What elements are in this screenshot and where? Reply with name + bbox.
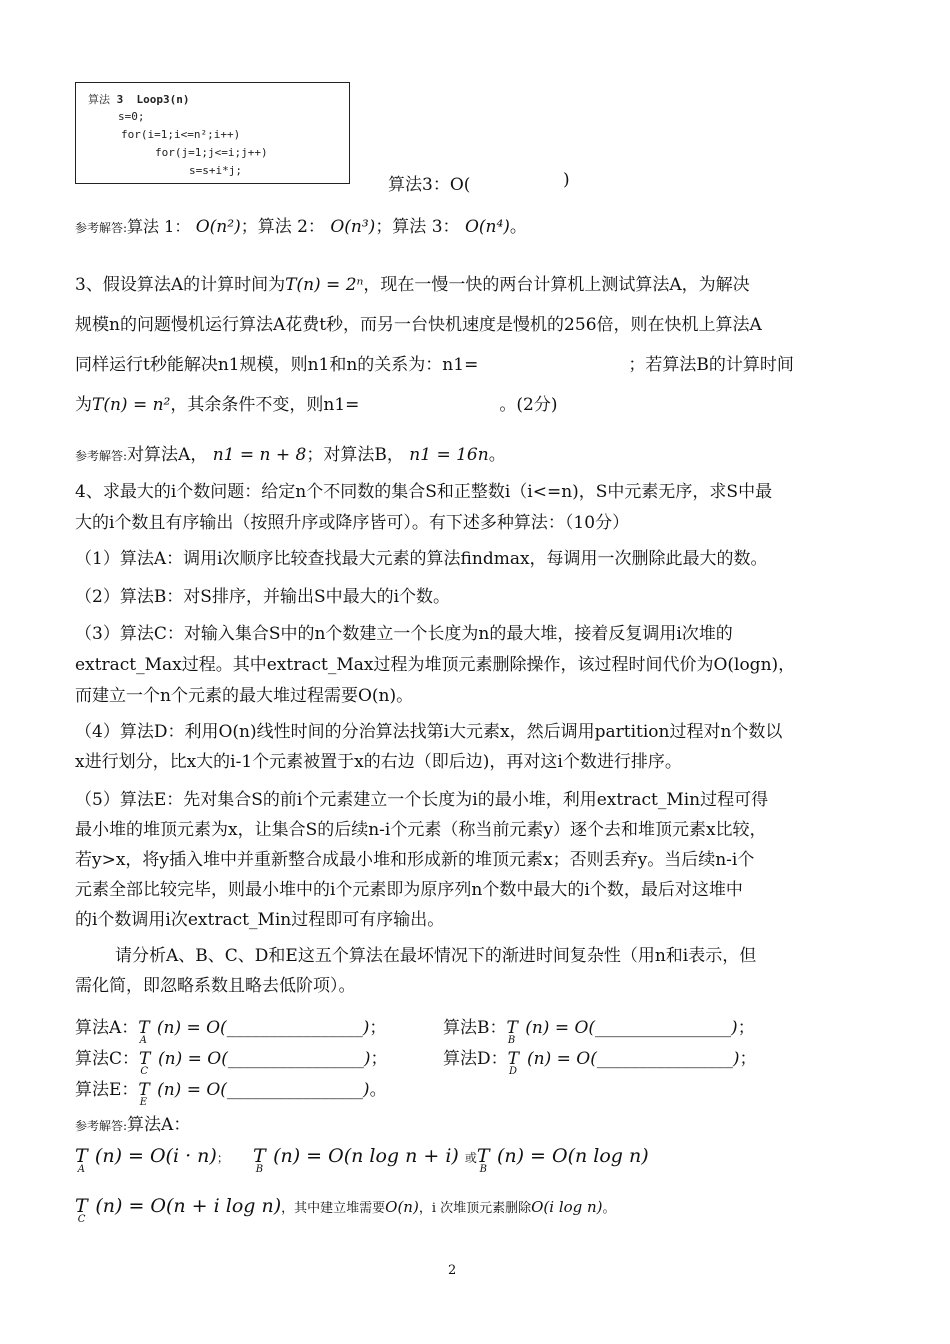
q4-algo-e-2: 最小堆的堆顶元素为x，让集合S的后续n-i个元素（称当前元素y）逐个去和堆顶元素x比较， [75, 820, 767, 840]
blank-row-1-b: 算法B：$T_B(n)$ = O(________________)； [443, 1018, 755, 1046]
q4-algo-c-1: （3）算法C：对输入集合S中的n个数建立一个长度为n的最大堆，接着反复调用i次堆的 [75, 624, 733, 644]
algo3-blank-open: 算法3：O( [388, 175, 471, 195]
q4-prompt-2: 需化简，即忽略系数且略去低阶项）。 [75, 976, 356, 996]
q4-algo-e-1: （5）算法E：先对集合S的前i个元素建立一个长度为i的最小堆，利用extract_Min过程可得 [75, 790, 769, 810]
code-header: 算法 3 Loop3(n) [88, 93, 190, 106]
blank-row-2: 算法C：$T_C(n)$ = O(________________)； [75, 1049, 388, 1077]
answer-3-label: 参考解答:算法A： [75, 1115, 191, 1135]
blank-row-3: 算法E：$T_E(n)$ = O(________________)。 [75, 1080, 387, 1108]
answer-3-ta-tb: $T_A(n) = O(i \cdot n)$； $T_B(n) = O(n$ log n + i) 或$T_B(n) = O(n$ log n) [75, 1145, 649, 1175]
blank-row-2-d: 算法D：$T_D(n)$ = O(________________)； [443, 1049, 757, 1077]
answer-3-tc: $T_C(n) = O(n + i$ log n)，其中建立堆需要O(n)，i 次堆顶元素删除O(i log n)。 [75, 1195, 616, 1225]
q4-algo-e-3: 若y>x，将y插入堆中并重新整合成最小堆和形成新的堆顶元素x；否则丢弃y。当后续n-i个 [75, 850, 755, 870]
q4-algo-d-1: （4）算法D：利用O(n)线性时间的分治算法找第i大元素x，然后调用partition过程对n个数以 [75, 722, 783, 742]
q4-prompt-1: 请分析A、B、C、D和E这五个算法在最坏情况下的渐进时间复杂性（用n和i表示，但 [115, 946, 757, 966]
q4-algo-a: （1）算法A：调用i次顺序比较查找最大元素的算法findmax，每调用一次删除此最大的数。 [75, 549, 768, 569]
page-number: 2 [448, 1263, 457, 1278]
q4-line-1: 4、求最大的i个数问题：给定n个不同数的集合S和正整数i（i<=n)，S中元素无序，求S中最 [75, 482, 773, 502]
q4-algo-c-2: extract_Max过程。其中extract_Max过程为堆顶元素删除操作，该过程时间代价为O(logn)， [75, 655, 796, 675]
answer-1: 参考解答:算法 1： O(n²)；算法 2： O(n³)；算法 3： O(n⁴)。 [75, 217, 527, 237]
q3-line-3: 同样运行t秒能解决n1规模，则n1和n的关系为：n1= ；若算法B的计算时间 [75, 355, 794, 375]
code-line-4: s=s+i*j; [189, 164, 242, 177]
q3-line-1: 3、假设算法A的计算时间为T(n) = 2ⁿ，现在一慢一快的两台计算机上测试算法A，为解决 [75, 275, 750, 295]
answer-2: 参考解答:对算法A， n1 = n + 8；对算法B， n1 = 16n。 [75, 445, 506, 465]
code-line-2: for(i=1;i<=n²;i++) [121, 128, 241, 141]
q4-algo-c-3: 而建立一个n个元素的最大堆过程需要O(n)。 [75, 686, 414, 706]
q4-line-2: 大的i个数且有序输出（按照升序或降序皆可）。有下述多种算法：（10分） [75, 513, 630, 533]
q4-algo-b: （2）算法B：对S排序，并输出S中最大的i个数。 [75, 587, 451, 607]
q4-algo-d-2: x进行划分，比x大的i-1个元素被置于x的右边（即后边)，再对这i个数进行排序。 [75, 752, 682, 772]
q3-line-2: 规模n的问题慢机运行算法A花费t秒，而另一台快机速度是慢机的256倍，则在快机上算法A [75, 315, 762, 335]
code-line-3: for(j=1;j<=i;j++) [155, 146, 268, 159]
q4-algo-e-4: 元素全部比较完毕，则最小堆中的i个元素即为原序列n个数中最大的i个数，最后对这堆中 [75, 880, 743, 900]
code-line-1: s=0; [118, 110, 145, 123]
q4-algo-e-5: 的i个数调用i次extract_Min过程即可有序输出。 [75, 910, 445, 930]
algo3-blank-close: ) [563, 170, 570, 190]
q3-line-4: 为T(n) = n²，其余条件不变，则n1= 。(2分) [75, 395, 558, 415]
blank-row-1: 算法A：$T_A(n)$ = O(________________)； [75, 1018, 387, 1046]
ref-label: 参考解答: [75, 221, 128, 235]
